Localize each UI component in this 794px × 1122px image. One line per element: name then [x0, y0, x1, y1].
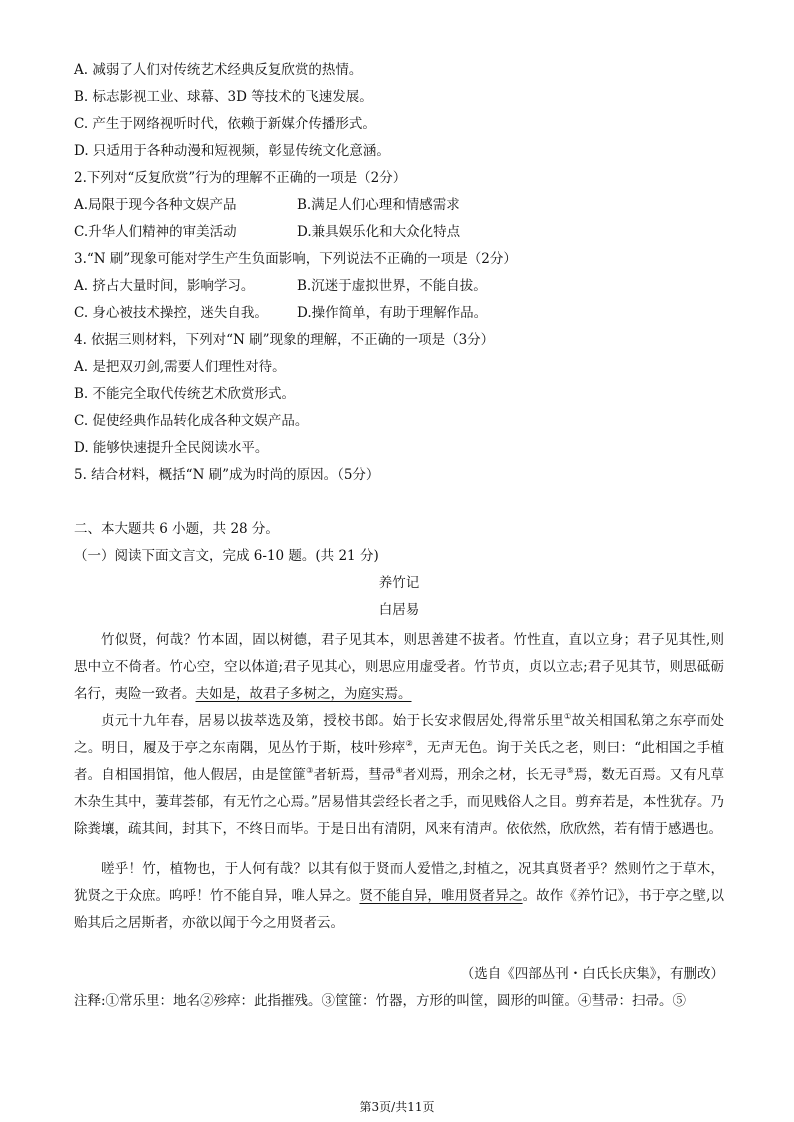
paragraph-2-text-6: 焉，数无百焉。又有凡草木杂生其中，萋茸荟郁，有无竹之心焉。”居易惜其尝经长者之手，而见贱俗人之目。剪弃若是，本性犹存。乃除粪壤，疏其间，封其下，不终日而毕。于是日出有清阴，风来有清声。依依然，欣欣然，若有情于感遇也。 — [74, 767, 725, 837]
note-ref-2: ② — [405, 739, 414, 748]
essay-title: 养竹记 — [378, 575, 420, 591]
q2-option-d: D.兼具娱乐化和大众化特点 — [297, 224, 461, 240]
q1-option-a: A. 减弱了人们对传统艺术经典反复欣赏的热情。 — [74, 62, 363, 78]
section-two-heading: 二、本大题共 6 小题，共 28 分。 — [74, 521, 279, 537]
q3-row-1 — [74, 276, 724, 296]
part-one-instruction: （一）阅读下面文言文，完成 6-10 题。(共 21 分) — [74, 548, 379, 564]
paragraph-3-text-2: 。故作《养竹记》，书于亭之壁,以贻其后之居斯者，亦欲以闻于今之用贤者云。 — [74, 888, 725, 931]
q4-option-b: B. 不能完全取代传统艺术欣赏形式。 — [74, 386, 296, 402]
q2-option-b: B.满足人们心理和情感需求 — [297, 197, 460, 213]
q1-option-d: D. 只适用于各种动漫和短视频，彰显传统文化意涵。 — [74, 143, 390, 159]
paragraph-2-text-3: ，无声无色。询于关氏之老，则曰：“此相国之手植者。自相国捐馆，他人假居，由是筐篚 — [74, 740, 725, 783]
q3-option-a: A. 挤占大量时间，影响学习。 — [74, 278, 255, 294]
paragraph-1 — [74, 627, 724, 708]
q5-stem: 5. 结合材料，概括“N 刷”成为时尚的原因。（5分） — [74, 467, 380, 483]
note-ref-3: ③ — [306, 766, 314, 775]
q2-stem: 2.下列对“反复欣赏”行为的理解不正确的一项是（2分） — [74, 170, 407, 186]
q4-option-c: C. 促使经典作品转化成各种文娱产品。 — [74, 413, 309, 429]
q4-option-a: A. 是把双刃剑,需要人们理性对待。 — [74, 359, 286, 375]
q2-option-c: C.升华人们精神的审美活动 — [74, 224, 237, 240]
source-citation: （选自《四部丛刊・白氏长庆集》，有删改） — [460, 966, 724, 982]
note-ref-1: ① — [564, 712, 572, 721]
q1-option-b: B. 标志影视工业、球幕、3D 等技术的飞速发展。 — [74, 89, 373, 105]
q4-stem: 4. 依据三则材料，下列对“N 刷”现象的理解，不正确的一项是（3分） — [74, 332, 495, 348]
paragraph-3-underlined: 贤不能自异，唯用贤者异之 — [359, 888, 523, 904]
paragraph-1-text: 竹似贤，何哉？竹本固，固以树德，君子见其本，则思善建不拔者。竹性直，直以立身；君子见其性,则思中立不倚者。竹心空，空以体道;君子见其心，则思应用虚受者。竹节贞，贞以立志;君子见其节，则思砥砺名行，夷险一致者。 — [74, 632, 724, 702]
q1-option-c: C. 产生于网络视听时代，依赖于新媒介传播形式。 — [74, 116, 376, 132]
note-ref-5: ⑤ — [566, 766, 574, 775]
paragraph-2 — [74, 708, 724, 843]
paragraph-3-text-1: 嗟乎！竹，植物也，于人何有哉？以其有似于贤而人爱惜之,封植之，况其真贤者乎？然则竹之于草木，犹贤之于众庶。呜呼！竹不能自异，唯人异之。 — [74, 861, 724, 904]
q2-option-a: A.局限于现今各种文娱产品 — [74, 197, 237, 213]
page-number: 第3页/共11页 — [359, 1100, 435, 1114]
note-ref-4: ④ — [395, 766, 403, 775]
paragraph-1-underlined: 夫如是，故君子多树之，为庭实焉。 — [195, 686, 412, 702]
footnotes: 注释:①常乐里：地名②殄瘁：此指摧残。③筐篚：竹器，方形的叫筐，圆形的叫篚。④彗帚：扫帚。⑤ — [74, 993, 687, 1009]
q3-row-2 — [74, 303, 724, 323]
q3-stem: 3.“N 刷”现象可能对学生产生负面影响，下列说法不正确的一项是（2分） — [74, 251, 517, 267]
paragraph-3 — [74, 856, 724, 937]
q3-option-b: B.沉迷于虚拟世界，不能自拔。 — [297, 278, 487, 294]
q3-option-c: C. 身心被技术操控，迷失自我。 — [74, 305, 268, 321]
paragraph-2-text-5: 者刈焉，刑余之材，长无寻 — [402, 767, 567, 783]
q4-option-d: D. 能够快速提升全民阅读水平。 — [74, 440, 269, 456]
q2-row-1 — [74, 195, 724, 215]
paragraph-2-text-2: 故关相国私第之东亭而处之。明日，履及于亭之东南隅，见丛竹于斯，枝叶殄瘁 — [74, 713, 725, 756]
q3-option-d: D.操作简单，有助于理解作品。 — [297, 305, 488, 321]
paragraph-2-text-1: 贞元十九年春，居易以拔萃选及第，授校书郎。始于长安求假居处,得常乐里 — [101, 713, 565, 729]
essay-author: 白居易 — [378, 602, 420, 618]
paragraph-2-text-4: 者斩焉，彗帚 — [313, 767, 396, 783]
q2-row-2 — [74, 222, 724, 242]
